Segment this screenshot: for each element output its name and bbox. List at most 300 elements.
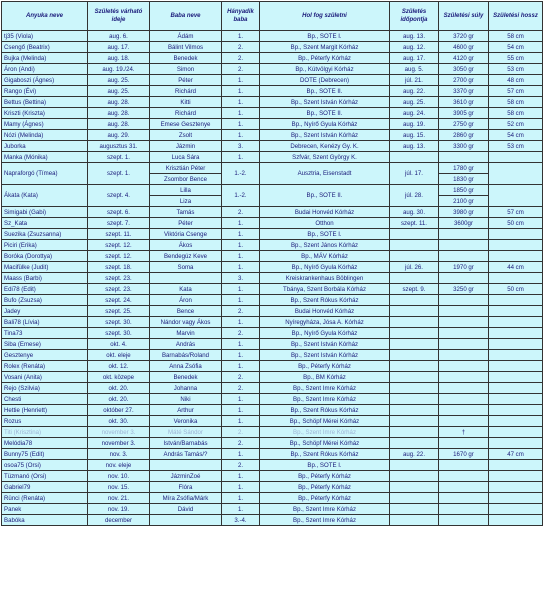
- table-row: [2, 108, 543, 119]
- mother-name: Bufo (Zsuzsa): [2, 295, 88, 306]
- birth-weight: [439, 394, 489, 405]
- due-date: december: [88, 515, 150, 526]
- birth-weight: 4120 gr: [439, 53, 489, 64]
- birth-length: [489, 482, 543, 493]
- birth-order: 1.: [222, 31, 260, 42]
- birth-date: [390, 416, 439, 427]
- mother-name: Edi78 (Edit): [2, 284, 88, 295]
- table-row: [2, 515, 543, 526]
- mother-name: Macifülke (Judit): [2, 262, 88, 273]
- birth-place: Bp., Péterfy Kórház: [260, 361, 390, 372]
- birth-length: 57 cm: [489, 86, 543, 97]
- birth-date: aug. 25.: [390, 97, 439, 108]
- baby-name: István/Barnabás: [150, 438, 222, 449]
- birth-length: 58 cm: [489, 108, 543, 119]
- table-row: [2, 317, 543, 328]
- mother-name: Rango (Évi): [2, 86, 88, 97]
- due-date: szept. 18.: [88, 262, 150, 273]
- birth-place: Bp., Péterfy Kórház: [260, 53, 390, 64]
- mother-name: Vosani (Anita): [2, 372, 88, 383]
- birth-date: júl. 21.: [390, 75, 439, 86]
- birth-weight: [439, 273, 489, 284]
- table-row: [2, 328, 543, 339]
- table-row: [2, 449, 543, 460]
- baby-name: Bence: [150, 306, 222, 317]
- birth-date: [390, 405, 439, 416]
- mother-name: Bali78 (Lívia): [2, 317, 88, 328]
- table-row: [2, 53, 543, 64]
- table-row: [2, 306, 543, 317]
- table-row: [2, 273, 543, 284]
- birth-date: [390, 229, 439, 240]
- twin-row: [2, 185, 543, 196]
- baby-name: Anna Zsófia: [150, 361, 222, 372]
- birth-length: [489, 372, 543, 383]
- birth-weight: [439, 416, 489, 427]
- mother-name: Rejo (Szilvia): [2, 383, 88, 394]
- mother-name: Sz_Kata: [2, 218, 88, 229]
- mother-name: Bunny75 (Edit): [2, 449, 88, 460]
- baby-name: [150, 273, 222, 284]
- birth-order: 1.-2.: [222, 185, 260, 207]
- mother-name: Piciri (Erika): [2, 240, 88, 251]
- table-row: [2, 350, 543, 361]
- mother-name: Titi (Krisztina): [2, 427, 88, 438]
- baby-name: Zsombor Bence: [150, 174, 222, 185]
- birth-date: [390, 504, 439, 515]
- birth-length: [489, 240, 543, 251]
- birth-order: 1.: [222, 339, 260, 350]
- birth-weight: 1970 gr: [439, 262, 489, 273]
- due-date: aug. 25.: [88, 86, 150, 97]
- due-date: aug. 25.: [88, 75, 150, 86]
- birth-place: Nyíregyháza, Jósa A. Kórház: [260, 317, 390, 328]
- mother-name: Maass (Barbi): [2, 273, 88, 284]
- due-date: szept. 25.: [88, 306, 150, 317]
- birth-weight: [439, 295, 489, 306]
- birth-date: [390, 361, 439, 372]
- table-row: [2, 240, 543, 251]
- due-date: okt. 4.: [88, 339, 150, 350]
- birth-place: Bp., BM Kórház: [260, 372, 390, 383]
- birth-order: 1.: [222, 504, 260, 515]
- table-row: [2, 86, 543, 97]
- birth-place: Bp., Szent János Kórház: [260, 240, 390, 251]
- mother-name: Gabriel79: [2, 482, 88, 493]
- birth-order: 1.: [222, 262, 260, 273]
- due-date: szept. 1.: [88, 163, 150, 185]
- birth-place: Ausztria, Eisenstadt: [260, 163, 390, 185]
- table-row: [2, 493, 543, 504]
- birth-date: [390, 515, 439, 526]
- baby-name: Benedek: [150, 53, 222, 64]
- baby-name: Marvin: [150, 328, 222, 339]
- birth-weight: [439, 471, 489, 482]
- mother-name: Gesztenye: [2, 350, 88, 361]
- birth-order: 3.: [222, 141, 260, 152]
- birth-length: [489, 515, 543, 526]
- header-row: [2, 2, 543, 31]
- due-date: okt. közepe: [88, 372, 150, 383]
- birth-place: Bp., Szent Rókus Kórház: [260, 405, 390, 416]
- birth-length: [489, 185, 543, 207]
- birth-order: 2.: [222, 207, 260, 218]
- birth-weight: [439, 438, 489, 449]
- due-date: szept. 7.: [88, 218, 150, 229]
- due-date: aug. 6.: [88, 31, 150, 42]
- baby-name: Áron: [150, 295, 222, 306]
- birth-date: [390, 471, 439, 482]
- birth-date: aug. 22.: [390, 86, 439, 97]
- baby-name: András Tamás/?: [150, 449, 222, 460]
- birth-weight: [439, 152, 489, 163]
- baby-name: Veronika: [150, 416, 222, 427]
- mother-name: Nózi (Melinda): [2, 130, 88, 141]
- birth-order: 1.-2.: [222, 163, 260, 185]
- birth-date: [390, 460, 439, 471]
- due-date: aug. 17.: [88, 42, 150, 53]
- birth-weight: [439, 306, 489, 317]
- birth-place: Bp., Nyírő Gyula Kórház: [260, 119, 390, 130]
- birth-date: aug. 5.: [390, 64, 439, 75]
- birth-length: [489, 317, 543, 328]
- birth-date: [390, 295, 439, 306]
- birth-length: [489, 350, 543, 361]
- birth-weight: [439, 328, 489, 339]
- table-row: [2, 383, 543, 394]
- birth-place: Bp., Szent Imre Kórház: [260, 383, 390, 394]
- birth-place: Bp., SOTE II.: [260, 108, 390, 119]
- baby-name: Emese Gesztenye: [150, 119, 222, 130]
- birth-length: [489, 493, 543, 504]
- baby-name: Bálint Vilmos: [150, 42, 222, 53]
- birth-weight: [439, 493, 489, 504]
- birth-order: 1.: [222, 361, 260, 372]
- birth-weight: 1780 gr: [439, 163, 489, 174]
- birth-place: Otthon: [260, 218, 390, 229]
- baby-name: Jázmin: [150, 141, 222, 152]
- due-date: szept. 12.: [88, 251, 150, 262]
- due-date: nov. 19.: [88, 504, 150, 515]
- birth-length: [489, 460, 543, 471]
- birth-order: 1.: [222, 405, 260, 416]
- birth-place: Bp., Schöpf Mérei Kórház: [260, 438, 390, 449]
- birth-weight: [439, 339, 489, 350]
- table-row: [2, 339, 543, 350]
- birth-length: [489, 427, 543, 438]
- birth-place: Kreiskrankenhaus Böblingen: [260, 273, 390, 284]
- birth-length: [489, 339, 543, 350]
- birth-place: Bp., MÁV Kórház: [260, 251, 390, 262]
- birth-length: 52 cm: [489, 119, 543, 130]
- birth-place: Bp., SOTE I.: [260, 31, 390, 42]
- birth-weight: 3370 gr: [439, 86, 489, 97]
- birth-order: 2.: [222, 328, 260, 339]
- birth-weight: [439, 350, 489, 361]
- due-date: okt. 12.: [88, 361, 150, 372]
- baby-name: Péter: [150, 75, 222, 86]
- mother-name: Rünci (Renáta): [2, 493, 88, 504]
- birth-order: 2.: [222, 460, 260, 471]
- birth-place: Bp., SOTE II.: [260, 86, 390, 97]
- birth-length: [489, 328, 543, 339]
- table-row: [2, 284, 543, 295]
- baby-name: [150, 515, 222, 526]
- birth-length: [489, 416, 543, 427]
- baby-name: Míra Zsófia/Márk: [150, 493, 222, 504]
- baby-name: Máté Sándor: [150, 427, 222, 438]
- birth-length: 57 cm: [489, 207, 543, 218]
- baby-name: Benedek: [150, 372, 222, 383]
- header-birth-date: Születés időpontja: [390, 2, 439, 31]
- baby-name: Richárd: [150, 108, 222, 119]
- birth-place: Budai Honvéd Kórház: [260, 207, 390, 218]
- due-date: szept. 24.: [88, 295, 150, 306]
- table-row: [2, 130, 543, 141]
- birth-order: 1.: [222, 482, 260, 493]
- header-birth-length: Születési hossz: [489, 2, 543, 31]
- baby-name: Nándor vagy Ákos: [150, 317, 222, 328]
- birth-place: Szfvár, Szent György K.: [260, 152, 390, 163]
- mother-name: Tüzmanó (Orsi): [2, 471, 88, 482]
- birth-order: 1.: [222, 394, 260, 405]
- birth-weight: 3050 gr: [439, 64, 489, 75]
- baby-name: Kitti: [150, 97, 222, 108]
- due-date: szept. 12.: [88, 240, 150, 251]
- table-row: [2, 97, 543, 108]
- baby-name: Viktória Csenge: [150, 229, 222, 240]
- mother-name: Melódia78: [2, 438, 88, 449]
- due-date: okt. 20.: [88, 383, 150, 394]
- mother-name: Suezika (Zsuzsanna): [2, 229, 88, 240]
- mother-name: Jadey: [2, 306, 88, 317]
- birth-date: szept. 9.: [390, 284, 439, 295]
- birth-order: 2.: [222, 64, 260, 75]
- birth-date: aug. 13.: [390, 141, 439, 152]
- table-row: [2, 75, 543, 86]
- mother-name: tj35 (Viola): [2, 31, 88, 42]
- birth-place: Tbánya, Szent Borbála Kórház: [260, 284, 390, 295]
- baby-name: Zsolt: [150, 130, 222, 141]
- baby-name: Flóra: [150, 482, 222, 493]
- due-date: szept. 11.: [88, 229, 150, 240]
- mother-name: Babóka: [2, 515, 88, 526]
- birth-weight: [439, 361, 489, 372]
- header-birth-place: Hol fog születni: [260, 2, 390, 31]
- baby-name: Péter: [150, 218, 222, 229]
- table-row: [2, 218, 543, 229]
- baby-name: Dávid: [150, 504, 222, 515]
- due-date: okt. eleje: [88, 350, 150, 361]
- birth-weight: 2860 gr: [439, 130, 489, 141]
- mother-name: Áron (Andi): [2, 64, 88, 75]
- birth-length: 53 cm: [489, 64, 543, 75]
- birth-order: 1.: [222, 97, 260, 108]
- birth-place: Bp., Szent Imre Kórház: [260, 504, 390, 515]
- birth-date: [390, 240, 439, 251]
- header-baby-name: Baba neve: [150, 2, 222, 31]
- birth-order: 1.: [222, 251, 260, 262]
- birth-weight: 3720 gr: [439, 31, 489, 42]
- baby-name: Kata: [150, 284, 222, 295]
- birth-weight: 3905 gr: [439, 108, 489, 119]
- due-date: október 27.: [88, 405, 150, 416]
- birth-order: 2.: [222, 42, 260, 53]
- table-row: [2, 251, 543, 262]
- birth-weight: 3600gr: [439, 218, 489, 229]
- birth-length: 53 cm: [489, 141, 543, 152]
- table-row: [2, 152, 543, 163]
- birth-length: 54 cm: [489, 130, 543, 141]
- birth-order: 3.: [222, 273, 260, 284]
- due-date: aug. 28.: [88, 108, 150, 119]
- mother-name: Panek: [2, 504, 88, 515]
- birth-date: [390, 328, 439, 339]
- baby-name: Simon: [150, 64, 222, 75]
- baby-name: Richárd: [150, 86, 222, 97]
- birth-order: 3.-4.: [222, 515, 260, 526]
- mother-name: Bettus (Bettina): [2, 97, 88, 108]
- birth-order: 1.: [222, 350, 260, 361]
- due-date: nov. eleje: [88, 460, 150, 471]
- mother-name: Mamy (Ágnes): [2, 119, 88, 130]
- birth-order: 1.: [222, 130, 260, 141]
- birth-order: 1.: [222, 295, 260, 306]
- birth-place: Bp., Szent Rókus Kórház: [260, 449, 390, 460]
- birth-length: [489, 383, 543, 394]
- table-row: [2, 119, 543, 130]
- birth-length: [489, 361, 543, 372]
- table-row: [2, 42, 543, 53]
- baby-name: Tamás: [150, 207, 222, 218]
- birth-length: 55 cm: [489, 53, 543, 64]
- birth-date: [390, 394, 439, 405]
- due-date: nov. 15.: [88, 482, 150, 493]
- birth-date: aug. 12.: [390, 42, 439, 53]
- birth-weight: [439, 240, 489, 251]
- birth-order: 1.: [222, 284, 260, 295]
- birth-place: Bp., Péterfy Kórház: [260, 493, 390, 504]
- due-date: szept. 23.: [88, 284, 150, 295]
- birth-place: Bp., Szent Imre Kórház: [260, 427, 390, 438]
- table-row: [2, 295, 543, 306]
- birth-place: Bp., Nyírő Gyula Kórház: [260, 262, 390, 273]
- header-birth-order: Hányadik baba: [222, 2, 260, 31]
- birth-order: 1.: [222, 240, 260, 251]
- birth-date: szept. 11.: [390, 218, 439, 229]
- table-row: [2, 262, 543, 273]
- header-birth-weight: Születési súly: [439, 2, 489, 31]
- birth-place: Bp., Szent István Kórház: [260, 350, 390, 361]
- birth-length: [489, 152, 543, 163]
- birth-date: [390, 339, 439, 350]
- birth-date: [390, 383, 439, 394]
- due-date: szept. 4.: [88, 185, 150, 207]
- birth-date: aug. 19.: [390, 119, 439, 130]
- due-date: aug. 28.: [88, 97, 150, 108]
- table-row: [2, 438, 543, 449]
- baby-name: Bendegúz Keve: [150, 251, 222, 262]
- birth-place: Bp., Szent István Kórház: [260, 97, 390, 108]
- birth-date: aug. 22.: [390, 449, 439, 460]
- birth-place: Bp., Szent István Kórház: [260, 130, 390, 141]
- due-date: nov. 10.: [88, 471, 150, 482]
- birth-date: [390, 482, 439, 493]
- birth-weight: 3300 gr: [439, 141, 489, 152]
- birth-weight: [439, 229, 489, 240]
- birth-order: 1.: [222, 493, 260, 504]
- due-date: szept. 23.: [88, 273, 150, 284]
- baby-name: [150, 460, 222, 471]
- header-mother-name: Anyuka neve: [2, 2, 88, 31]
- birth-place: Bp., Kútvölgyi Kórház: [260, 64, 390, 75]
- due-date: augusztus 31.: [88, 141, 150, 152]
- birth-weight: [439, 405, 489, 416]
- birth-length: [489, 504, 543, 515]
- birth-length: [489, 438, 543, 449]
- birth-place: Bp., Szent Imre Kórház: [260, 394, 390, 405]
- baby-name: Liza: [150, 196, 222, 207]
- birth-place: DOTE (Debrecen): [260, 75, 390, 86]
- birth-order: 1.: [222, 229, 260, 240]
- twin-row: [2, 163, 543, 174]
- cross-mark: †: [439, 427, 489, 438]
- due-date: nov. 3.: [88, 449, 150, 460]
- birth-date: [390, 372, 439, 383]
- birth-weight: 3980 gr: [439, 207, 489, 218]
- mother-name: Gigaboszi (Ágnes): [2, 75, 88, 86]
- birth-length: [489, 273, 543, 284]
- birth-length: 58 cm: [489, 97, 543, 108]
- birth-length: [489, 229, 543, 240]
- birth-weight: [439, 317, 489, 328]
- birth-order: 2.: [222, 383, 260, 394]
- due-date: november 3.: [88, 438, 150, 449]
- due-date: szept. 30.: [88, 317, 150, 328]
- birth-date: [390, 317, 439, 328]
- table-row: [2, 372, 543, 383]
- baby-name: Lilla: [150, 185, 222, 196]
- table-row: [2, 229, 543, 240]
- birth-date: [390, 493, 439, 504]
- birth-length: 54 cm: [489, 42, 543, 53]
- mother-name: Csengő (Beatrix): [2, 42, 88, 53]
- birth-order: 1.: [222, 119, 260, 130]
- table-row: [2, 361, 543, 372]
- mother-name: Rolex (Renáta): [2, 361, 88, 372]
- birth-length: [489, 251, 543, 262]
- birth-weight: [439, 383, 489, 394]
- birth-order: 2.: [222, 372, 260, 383]
- birth-weight: [439, 504, 489, 515]
- birth-order: 1.: [222, 152, 260, 163]
- birth-order: 2.: [222, 427, 260, 438]
- baby-name: Arthur: [150, 405, 222, 416]
- baby-name: Barnabás/Roland: [150, 350, 222, 361]
- table-row: [2, 482, 543, 493]
- birth-weight: 3610 gr: [439, 97, 489, 108]
- birth-date: [390, 251, 439, 262]
- due-date: okt. 30.: [88, 416, 150, 427]
- baby-name: Ákos: [150, 240, 222, 251]
- due-date: aug. 28.: [88, 119, 150, 130]
- birth-order: 1.: [222, 86, 260, 97]
- birth-order: 1.: [222, 75, 260, 86]
- table-row: [2, 471, 543, 482]
- birth-weight: [439, 372, 489, 383]
- birth-place: Bp., Szent István Kórház: [260, 339, 390, 350]
- mother-name: Tina73: [2, 328, 88, 339]
